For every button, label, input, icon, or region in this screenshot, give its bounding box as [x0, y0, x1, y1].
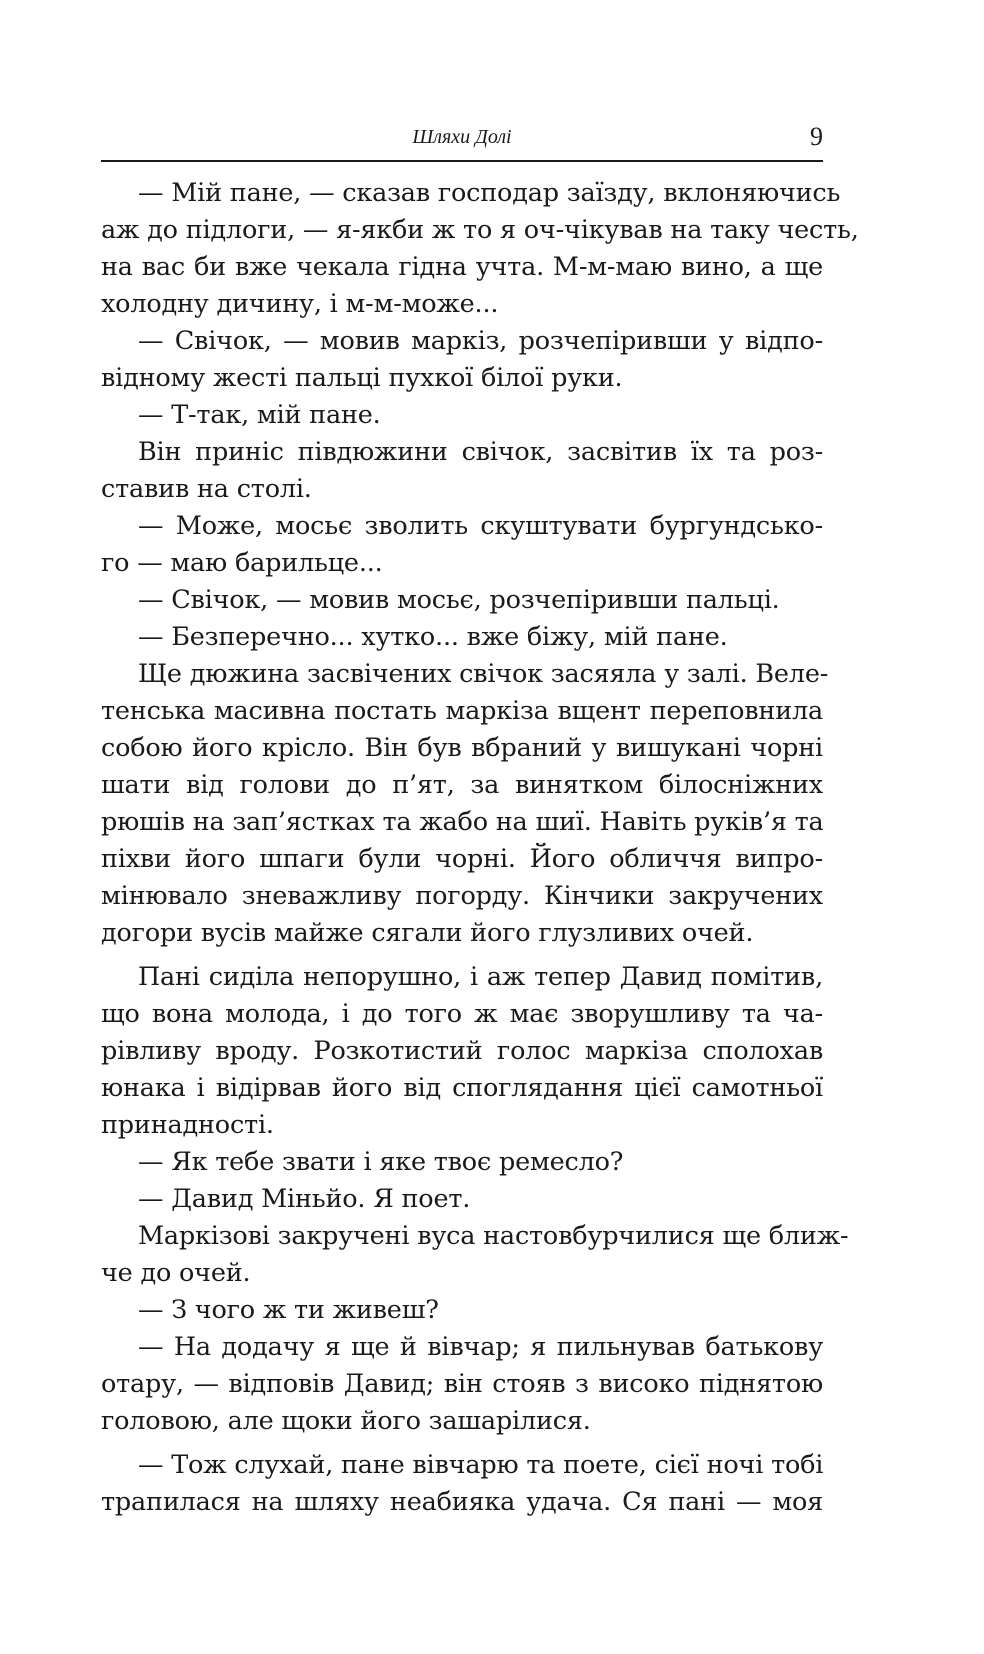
text-line: холодну дичину, і м-м-може...	[101, 289, 499, 319]
text-line: юнака і відірвав його від споглядання цієї самотньої	[101, 1073, 823, 1103]
text-line: аж до підлоги, — я-якби ж то я оч-чікував на таку честь,	[101, 215, 859, 245]
text-line: че до очей.	[101, 1258, 251, 1288]
text-line: на вас би вже чекала гідна учта. М-м-маю вино, а ще	[101, 252, 823, 282]
text-line: — Мій пане, — сказав господар заїзду, вклоняючись	[138, 178, 841, 208]
text-line: Пані сиділа непорушно, і аж тепер Давид помітив,	[138, 962, 823, 992]
text-line: піхви його шпаги були чорні. Його обличчя випро-	[101, 844, 823, 874]
text-line: Маркізові закручені вуса настовбурчилися ще ближ-	[138, 1221, 849, 1251]
text-line: — Як тебе звати і яке твоє ремесло?	[138, 1147, 624, 1177]
text-line: го — маю барильце...	[101, 548, 383, 578]
text-line: отару, — відповів Давид; він стояв з високо піднятою	[101, 1369, 823, 1399]
text-line: — Може, мосьє зволить скуштувати бургундсько-	[138, 511, 823, 541]
text-line: собою його крісло. Він був вбраний у вишукані чорні	[101, 733, 823, 763]
text-line: — Т-так, мій пане.	[138, 400, 381, 430]
text-line: — Давид Міньйо. Я поет.	[138, 1184, 471, 1214]
text-line: — З чого ж ти живеш?	[138, 1295, 439, 1325]
text-line: принадності.	[101, 1110, 274, 1140]
text-line: догори вусів майже сягали його глузливих очей.	[101, 918, 754, 948]
text-line: тенська масивна постать маркіза вщент переповнила	[101, 696, 823, 726]
running-title: Шляхи Долі	[412, 126, 512, 148]
text-line: Він приніс півдюжини свічок, засвітив їх та роз-	[138, 437, 823, 467]
text-line: головою, але щоки його зашарілися.	[101, 1406, 591, 1436]
text-line: — Свічок, — мовив маркіз, розчепіривши у відпо-	[138, 326, 823, 356]
body-text	[101, 175, 859, 1521]
text-line: ставив на столі.	[101, 474, 312, 504]
running-header	[101, 122, 823, 162]
text-line: трапилася на шляху неабияка удача. Ся пані — моя	[101, 1487, 823, 1517]
text-line: — Тож слухай, пане вівчарю та поете, сієї ночі тобі	[138, 1450, 824, 1480]
text-line: Ще дюжина засвічених свічок засяяла у залі. Веле-	[138, 659, 829, 689]
text-line: рюшів на зап’ястках та жабо на шиї. Навіть руків’я та	[101, 807, 824, 837]
text-line: — Безперечно... хутко... вже біжу, мій пане.	[138, 622, 728, 652]
text-line: шати від голови до п’ят, за винятком білосніжних	[101, 770, 823, 800]
text-line: — На додачу я ще й вівчар; я пильнував батькову	[138, 1332, 823, 1362]
text-line: — Свічок, — мовив мосьє, розчепіривши пальці.	[138, 585, 780, 615]
text-line: рівливу вроду. Розкотистий голос маркіза сполохав	[101, 1036, 823, 1066]
text-line: що вона молода, і до того ж має зворушливу та ча-	[101, 999, 823, 1029]
page-number: 9	[810, 122, 823, 151]
text-line: мінювало зневажливу погорду. Кінчики закручених	[101, 881, 823, 911]
text-line: відному жесті пальці пухкої білої руки.	[101, 363, 623, 393]
